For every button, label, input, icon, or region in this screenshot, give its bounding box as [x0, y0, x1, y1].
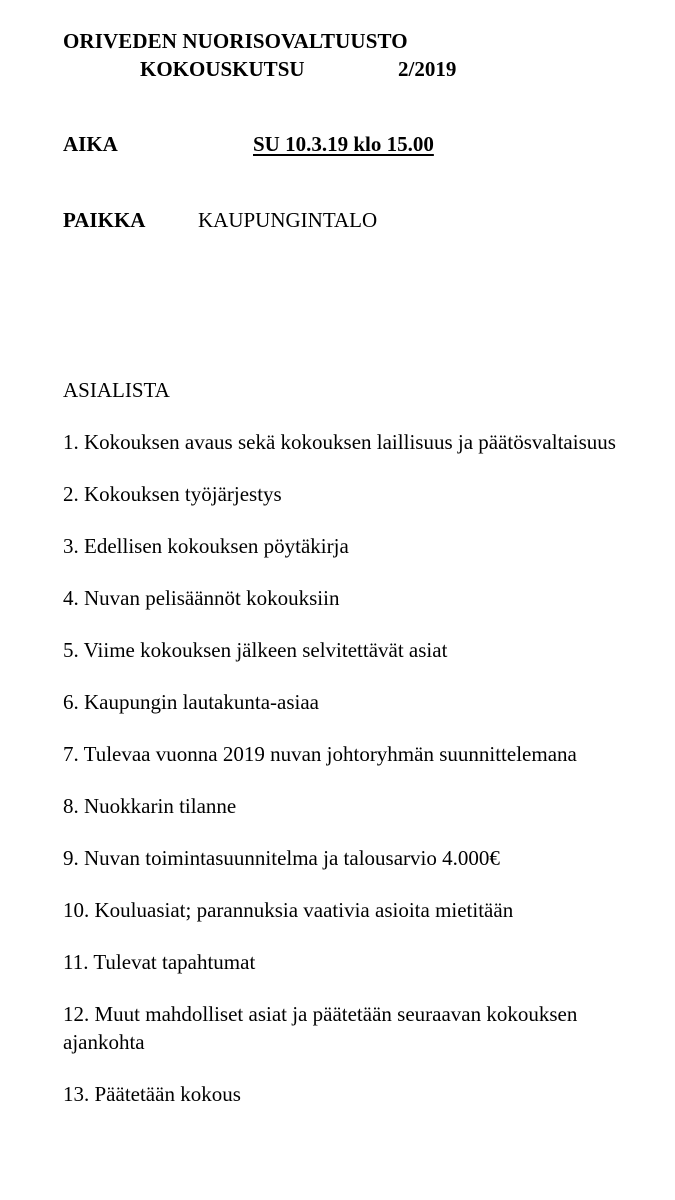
time-value: SU 10.3.19 klo 15.00: [253, 132, 434, 156]
agenda-item-7: 7. Tulevaa vuonna 2019 nuvan johtoryhmän suunnittelemana: [63, 742, 577, 766]
agenda-item-2: 2. Kokouksen työjärjestys: [63, 482, 282, 506]
agenda-item-12: 12. Muut mahdolliset asiat ja päätetään seuraavan kokouksen ajankohta: [63, 1002, 578, 1054]
agenda-item-13: 13. Päätetään kokous: [63, 1082, 241, 1106]
time-label: AIKA: [63, 132, 118, 156]
organization-title: ORIVEDEN NUORISOVALTUUSTO: [63, 29, 408, 53]
agenda-item-11: 11. Tulevat tapahtumat: [63, 950, 256, 974]
agenda-item-6: 6. Kaupungin lautakunta-asiaa: [63, 690, 319, 714]
document-title: KOKOUSKUTSU: [140, 57, 305, 81]
agenda-heading: ASIALISTA: [63, 378, 170, 402]
agenda-item-1: 1. Kokouksen avaus sekä kokouksen laillisuus ja päätösvaltaisuus: [63, 430, 616, 454]
agenda-item-10: 10. Kouluasiat; parannuksia vaativia asioita mietitään: [63, 898, 514, 922]
agenda-item-5: 5. Viime kokouksen jälkeen selvitettävät asiat: [63, 638, 448, 662]
agenda-list: [63, 428, 643, 1132]
agenda-item-4: 4. Nuvan pelisäännöt kokouksiin: [63, 586, 340, 610]
agenda-item-3: 3. Edellisen kokouksen pöytäkirja: [63, 534, 349, 558]
agenda-item-8: 8. Nuokkarin tilanne: [63, 794, 237, 818]
document-number: 2/2019: [398, 57, 457, 81]
agenda-item-9: 9. Nuvan toimintasuunnitelma ja talousarvio 4.000€: [63, 846, 500, 870]
place-label: PAIKKA: [63, 208, 146, 232]
place-value: KAUPUNGINTALO: [198, 208, 378, 232]
